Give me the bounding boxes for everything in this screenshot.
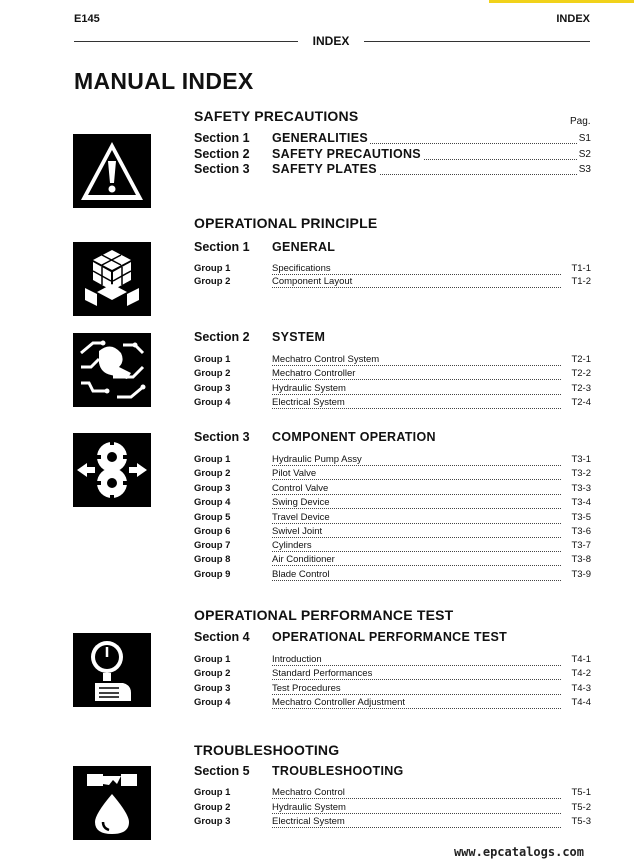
section-code: Section 3 — [194, 162, 250, 176]
toc-group-row[interactable] — [194, 397, 591, 411]
section-title: SAFETY PRECAUTIONS — [272, 147, 421, 161]
toc-group-row[interactable] — [194, 668, 591, 682]
group-name: Mechatro Controller — [272, 368, 356, 379]
group-name: Cylinders — [272, 540, 312, 551]
page-reference: T3-4 — [571, 497, 591, 508]
group-code: Group 1 — [194, 654, 231, 665]
section-title: GENERALITIES — [272, 131, 368, 145]
page-reference: T2-2 — [571, 368, 591, 379]
section-title: COMPONENT OPERATION — [272, 430, 436, 444]
section-title: SYSTEM — [272, 330, 326, 344]
category-heading-troubleshooting: TROUBLESHOOTING — [194, 742, 340, 758]
toc-section-row[interactable] — [194, 162, 591, 178]
page-column-label: Pag. — [570, 116, 591, 127]
group-code: Group 3 — [194, 483, 231, 494]
toc-group-row[interactable] — [194, 526, 591, 540]
group-code: Group 3 — [194, 816, 231, 827]
group-code: Group 1 — [194, 354, 231, 365]
toc-group-row[interactable] — [194, 787, 591, 801]
group-name: Hydraulic System — [272, 383, 346, 394]
group-name: Electrical System — [272, 397, 345, 408]
group-code: Group 4 — [194, 497, 231, 508]
section-title: GENERAL — [272, 240, 336, 254]
toc-group-row[interactable] — [194, 683, 591, 697]
section-code: Section 3 — [194, 430, 250, 444]
group-name: Blade Control — [272, 569, 330, 580]
section-code: Section 2 — [194, 147, 250, 161]
group-code: Group 3 — [194, 683, 231, 694]
section-title: TROUBLESHOOTING — [272, 764, 404, 778]
page-reference: T2-1 — [571, 354, 591, 365]
group-name: Control Valve — [272, 483, 329, 494]
page-reference: T3-3 — [571, 483, 591, 494]
page-reference: T1-2 — [571, 276, 591, 287]
toc-group-row[interactable] — [194, 512, 591, 526]
group-name: Mechatro Controller Adjustment — [272, 697, 406, 708]
toc-group-row[interactable] — [194, 354, 591, 368]
page-reference: T5-3 — [571, 816, 591, 827]
page-reference: T3-1 — [571, 454, 591, 465]
page-reference: T5-1 — [571, 787, 591, 798]
group-code: Group 2 — [194, 468, 231, 479]
page-reference: S2 — [578, 149, 591, 160]
stacked-cubes-icon — [73, 242, 151, 316]
group-code: Group 2 — [194, 802, 231, 813]
group-name: Swing Device — [272, 497, 330, 508]
header-rule-right — [364, 41, 590, 42]
group-code: Group 1 — [194, 454, 231, 465]
toc-group-row[interactable] — [194, 697, 591, 711]
page-reference: S1 — [578, 133, 591, 144]
toc-group-row[interactable] — [194, 497, 591, 511]
page-reference: T1-1 — [571, 263, 591, 274]
page-reference: T3-9 — [571, 569, 591, 580]
group-name: Swivel Joint — [272, 526, 323, 537]
page-reference: T4-1 — [571, 654, 591, 665]
gear-pump-icon — [73, 433, 151, 507]
section-code: Section 1 — [194, 131, 250, 145]
pressure-gauge-icon — [73, 633, 151, 707]
group-code: Group 5 — [194, 512, 231, 523]
group-name: Hydraulic Pump Assy — [272, 454, 362, 465]
category-heading-safety: SAFETY PRECAUTIONS — [194, 108, 359, 124]
group-code: Group 7 — [194, 540, 231, 551]
group-name: Mechatro Control System — [272, 354, 380, 365]
toc-group-row[interactable] — [194, 483, 591, 497]
section-code: Section 4 — [194, 630, 250, 644]
group-code: Group 4 — [194, 697, 231, 708]
page-reference: T3-7 — [571, 540, 591, 551]
page-reference: T5-2 — [571, 802, 591, 813]
group-name: Air Conditioner — [272, 554, 335, 565]
toc-group-row[interactable] — [194, 802, 591, 816]
toc-section-row[interactable] — [194, 131, 591, 147]
group-code: Group 8 — [194, 554, 231, 565]
footer-watermark-url: www.epcatalogs.com — [453, 845, 584, 859]
group-code: Group 6 — [194, 526, 231, 537]
circuit-hand-icon — [73, 333, 151, 407]
group-name: Specifications — [272, 263, 331, 274]
toc-group-row[interactable] — [194, 816, 591, 830]
page-reference: S3 — [578, 164, 591, 175]
group-code: Group 4 — [194, 397, 231, 408]
toc-group-row[interactable] — [194, 569, 591, 583]
group-code: Group 1 — [194, 787, 231, 798]
header-center-label: INDEX — [312, 34, 350, 48]
group-code: Group 1 — [194, 263, 231, 274]
toc-group-row[interactable] — [194, 383, 591, 397]
category-heading-performance-test: OPERATIONAL PERFORMANCE TEST — [194, 607, 454, 623]
group-code: Group 2 — [194, 276, 231, 287]
toc-group-row[interactable] — [194, 454, 591, 468]
page-reference: T3-2 — [571, 468, 591, 479]
toc-group-row[interactable] — [194, 554, 591, 568]
toc-group-row[interactable] — [194, 654, 591, 668]
header-section-name: INDEX — [556, 13, 590, 25]
group-name: Mechatro Control — [272, 787, 345, 798]
page-reference: T2-4 — [571, 397, 591, 408]
page-reference: T4-3 — [571, 683, 591, 694]
group-name: Pilot Valve — [272, 468, 317, 479]
group-name: Electrical System — [272, 816, 345, 827]
dot-leader — [272, 540, 561, 552]
oil-drop-icon — [73, 766, 151, 840]
header-accent-bar — [489, 0, 634, 3]
group-name: Travel Device — [272, 512, 330, 523]
toc-group-row[interactable] — [194, 468, 591, 482]
group-name: Component Layout — [272, 276, 353, 287]
section-title: SAFETY PLATES — [272, 162, 377, 176]
page-reference: T3-5 — [571, 512, 591, 523]
warning-triangle-icon — [73, 134, 151, 208]
page-title: MANUAL INDEX — [74, 68, 254, 94]
toc-group-row[interactable] — [194, 263, 591, 277]
toc-group-row[interactable] — [194, 368, 591, 382]
page-reference: T4-4 — [571, 697, 591, 708]
group-code: Group 3 — [194, 383, 231, 394]
header-rule-left — [74, 41, 298, 42]
group-code: Group 2 — [194, 668, 231, 679]
page-reference: T3-8 — [571, 554, 591, 565]
section-code: Section 5 — [194, 764, 250, 778]
toc-group-row[interactable] — [194, 540, 591, 554]
category-heading-operational-principle: OPERATIONAL PRINCIPLE — [194, 215, 378, 231]
group-code: Group 9 — [194, 569, 231, 580]
section-title: OPERATIONAL PERFORMANCE TEST — [272, 630, 508, 644]
group-name: Standard Performances — [272, 668, 373, 679]
toc-group-row[interactable] — [194, 276, 591, 290]
page-reference: T2-3 — [571, 383, 591, 394]
page-reference: T4-2 — [571, 668, 591, 679]
group-name: Test Procedures — [272, 683, 341, 694]
group-code: Group 2 — [194, 368, 231, 379]
page-reference: T3-6 — [571, 526, 591, 537]
section-code: Section 2 — [194, 330, 250, 344]
group-name: Introduction — [272, 654, 322, 665]
doc-code: E145 — [74, 13, 100, 25]
group-name: Hydraulic System — [272, 802, 346, 813]
toc-section-row[interactable] — [194, 147, 591, 163]
section-code: Section 1 — [194, 240, 250, 254]
